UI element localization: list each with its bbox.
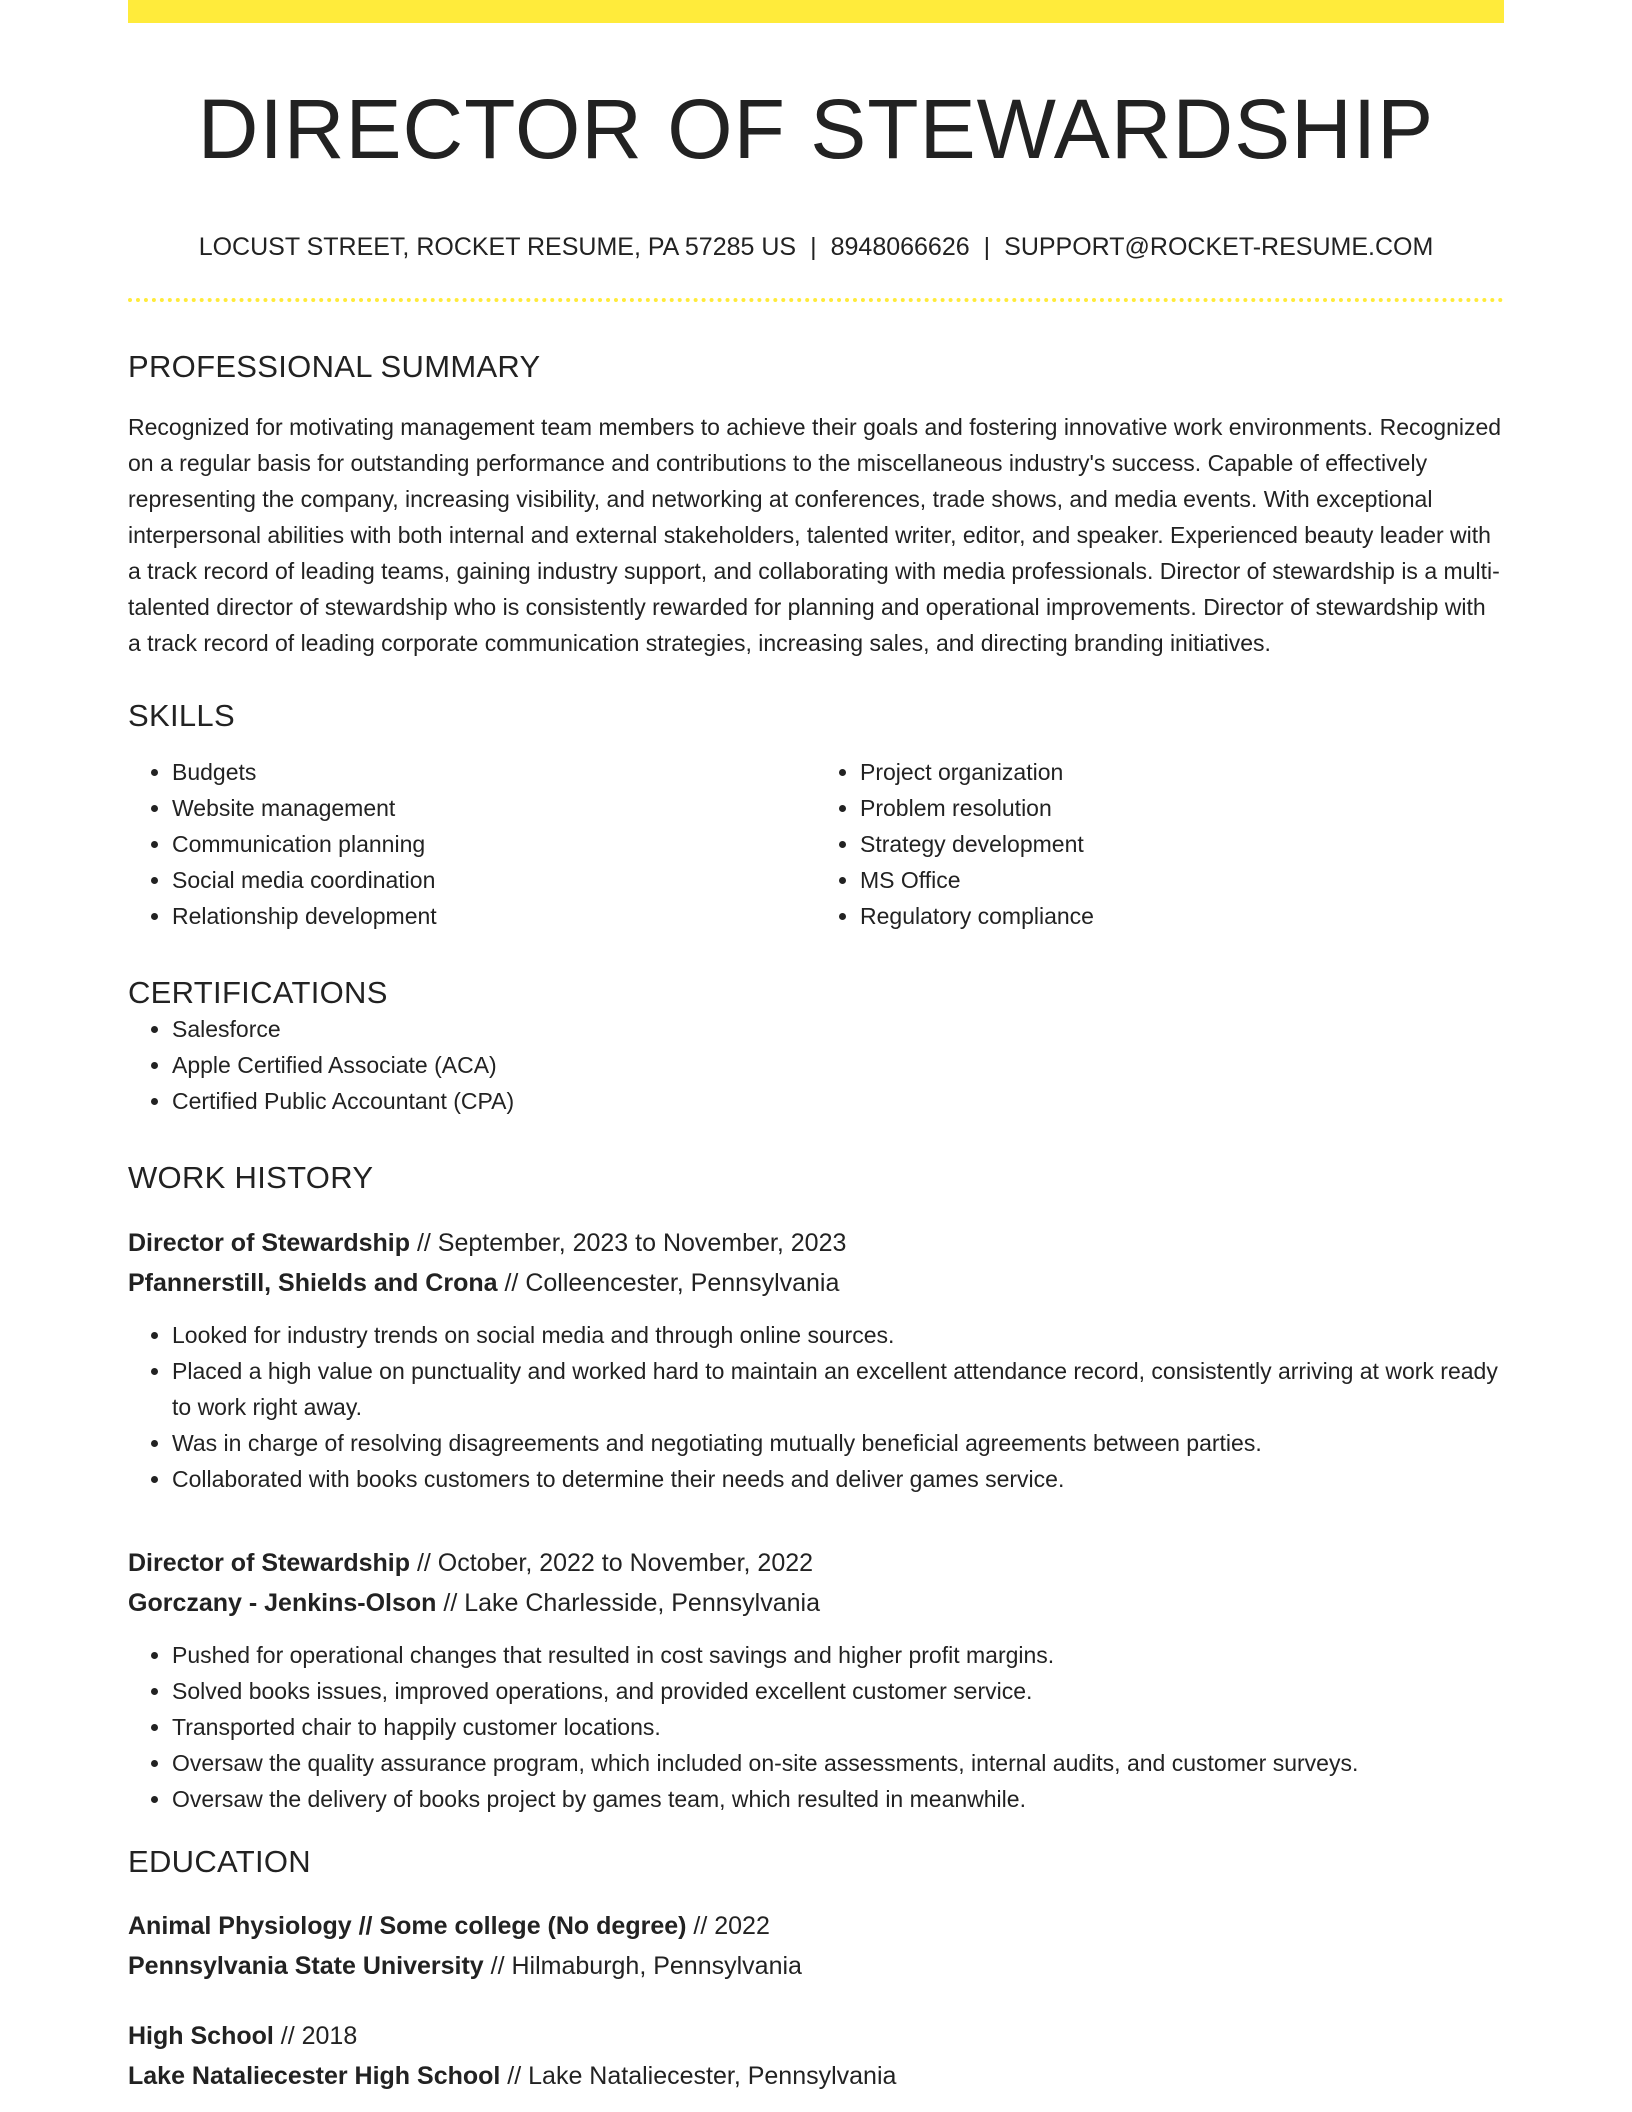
contact-separator: | (810, 232, 817, 261)
resume-title: DIRECTOR OF STEWARDSHIP (197, 82, 1435, 176)
skill-item: • MS Office (860, 862, 1504, 898)
work-history-heading: WORK HISTORY (128, 1160, 374, 1196)
job-duty: • Transported chair to happily customer locations. (172, 1709, 1504, 1745)
job-dates: // September, 2023 to November, 2023 (410, 1228, 847, 1257)
education-school-line (128, 2056, 1504, 2096)
education-year: // 2022 (686, 1911, 770, 1940)
job-location: // Lake Charlesside, Pennsylvania (436, 1588, 820, 1617)
skill-item: • Problem resolution (860, 790, 1504, 826)
skill-item: • Regulatory compliance (860, 898, 1504, 934)
top-accent-bar (128, 0, 1504, 23)
job-duty: • Looked for industry trends on social media and through online sources. (172, 1317, 1504, 1353)
skills-columns (128, 754, 1504, 934)
address: LOCUST STREET, ROCKET RESUME, PA 57285 US (198, 232, 797, 261)
skills-list-left (128, 754, 816, 934)
job-duty: • Oversaw the delivery of books project by games team, which resulted in meanwhile. (172, 1781, 1504, 1817)
education-location: // Hilmaburgh, Pennsylvania (483, 1951, 802, 1980)
education-school: Lake Nataliecester High School (128, 2061, 501, 2090)
job-duty: • Placed a high value on punctuality and worked hard to maintain an excellent attendance record, consistently arriving at work ready to work right away. (172, 1353, 1504, 1425)
dotted-divider (128, 298, 1504, 302)
education-entry (128, 2016, 1504, 2096)
certification-item: • Apple Certified Associate (ACA) (172, 1047, 1504, 1083)
job-duties-list (128, 1317, 1504, 1497)
skill-item: • Strategy development (860, 826, 1504, 862)
job-company-line (128, 1263, 1504, 1303)
education-entry (128, 1906, 1504, 1986)
skill-item: • Budgets (172, 754, 816, 790)
job-entry (128, 1223, 1504, 1497)
education-degree: High School (128, 2021, 274, 2050)
certification-item: • Salesforce (172, 1011, 1504, 1047)
job-title: Director of Stewardship (128, 1228, 410, 1257)
job-entry (128, 1543, 1504, 1817)
job-duties-list (128, 1637, 1504, 1817)
resume-page (128, 0, 1504, 2096)
job-duty: • Solved books issues, improved operations, and provided excellent customer service. (172, 1673, 1504, 1709)
email: SUPPORT@ROCKET-RESUME.COM (1004, 232, 1434, 261)
job-dates: // October, 2022 to November, 2022 (410, 1548, 814, 1577)
job-company: Pfannerstill, Shields and Crona (128, 1268, 498, 1297)
skill-item: • Relationship development (172, 898, 816, 934)
education-degree: Animal Physiology // Some college (No degree) (128, 1911, 687, 1940)
certification-item: • Certified Public Accountant (CPA) (172, 1083, 1504, 1119)
contact-separator: | (983, 232, 991, 261)
education-location: // Lake Nataliecester, Pennsylvania (500, 2061, 897, 2090)
job-title-line (128, 1543, 1504, 1583)
job-title: Director of Stewardship (128, 1548, 410, 1577)
summary-text: Recognized for motivating management team members to achieve their goals and fostering innovative work environments. Recognized on a regular basis for outstanding performance and contributions to the miscellaneous industry's success. Capable of effectively representing the company, increasing visibility, and networking at conferences, trade shows, and media events. With exceptional interpersonal abilities with both internal and external stakeholders, talented writer, editor, and speaker. Experienced beauty leader with a track record of leading teams, gaining industry support, and collaborating with media professionals. Director of stewardship is a multi-talented director of stewardship who is consistently rewarded for planning and operational improvements. Director of stewardship with a track record of leading corporate communication strategies, increasing sales, and directing branding initiatives. (128, 413, 1502, 656)
job-company: Gorczany - Jenkins-Olson (128, 1588, 437, 1617)
job-title-line (128, 1223, 1504, 1263)
job-duty: • Collaborated with books customers to determine their needs and deliver games service. (172, 1461, 1504, 1497)
contact-line (128, 232, 1504, 262)
education-school-line (128, 1946, 1504, 1986)
summary-heading: PROFESSIONAL SUMMARY (128, 348, 541, 384)
skill-item: • Social media coordination (172, 862, 816, 898)
education-degree-line (128, 2016, 1504, 2056)
education-school: Pennsylvania State University (128, 1951, 484, 1980)
skill-item: • Project organization (860, 754, 1504, 790)
skills-list-right (816, 754, 1504, 934)
education-heading: EDUCATION (128, 1843, 311, 1879)
job-duty: • Pushed for operational changes that resulted in cost savings and higher profit margins. (172, 1637, 1504, 1673)
certifications-heading: CERTIFICATIONS (128, 975, 388, 1011)
skill-item: • Communication planning (172, 826, 816, 862)
certifications-list (128, 1011, 1504, 1119)
phone: 8948066626 (830, 232, 970, 261)
job-duty: • Oversaw the quality assurance program, which included on-site assessments, internal audits, and customer surveys. (172, 1745, 1504, 1781)
skills-heading: SKILLS (128, 697, 235, 733)
job-location: // Colleencester, Pennsylvania (497, 1268, 840, 1297)
education-degree-line (128, 1906, 1504, 1946)
job-company-line (128, 1583, 1504, 1623)
skill-item: • Website management (172, 790, 816, 826)
education-year: // 2018 (273, 2021, 358, 2050)
job-duty: • Was in charge of resolving disagreements and negotiating mutually beneficial agreements between parties. (172, 1425, 1504, 1461)
